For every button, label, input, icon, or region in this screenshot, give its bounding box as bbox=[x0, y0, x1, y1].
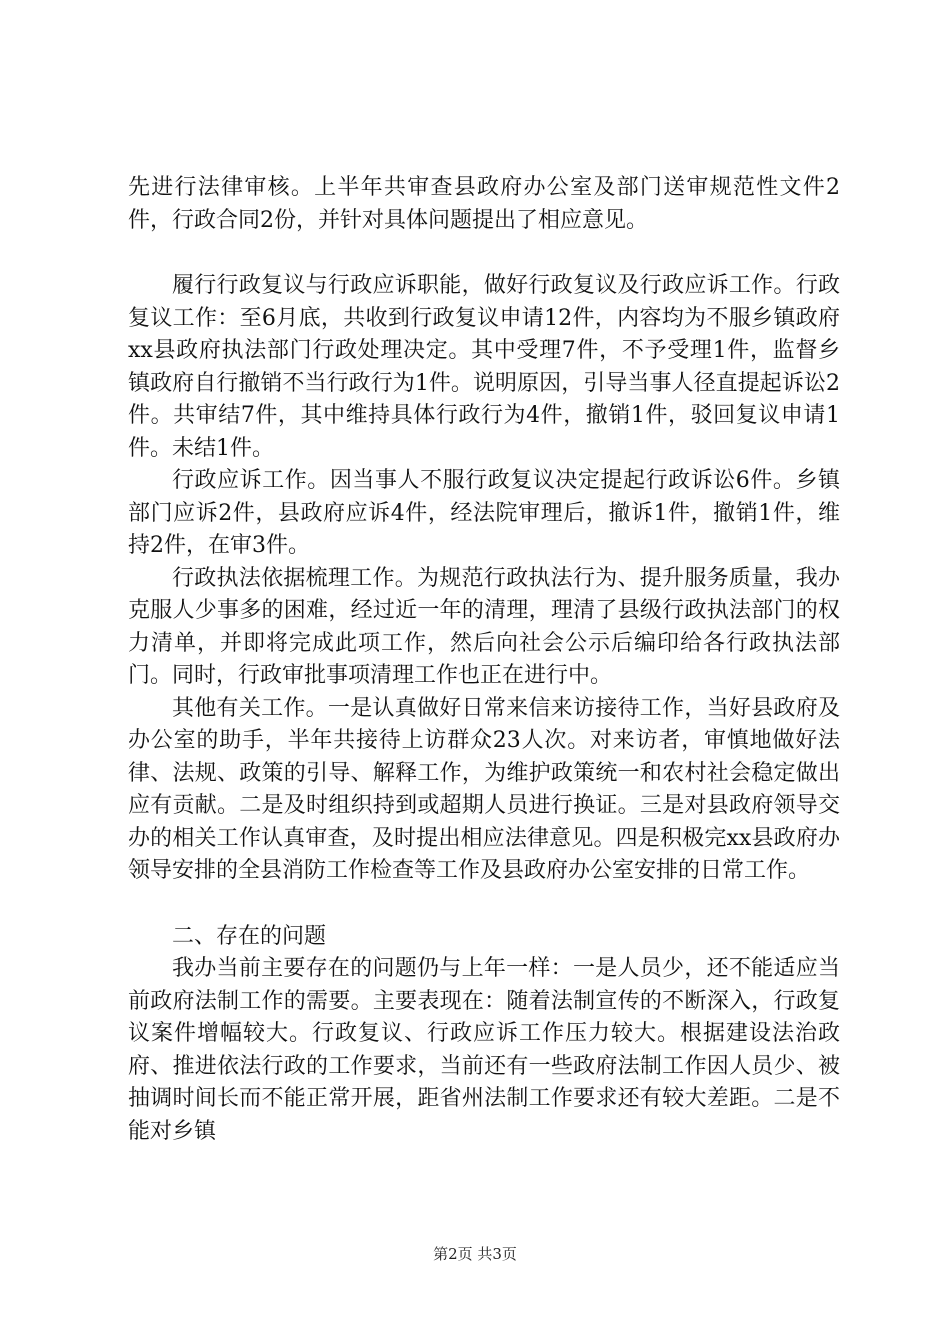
paragraph-review-continuation: 先进行法律审核。上半年共审查县政府办公室及部门送审规范性文件2件，行政合同2份，并针对具体问题提出了相应意见。 bbox=[128, 175, 840, 233]
paragraph-enforcement-basis: 行政执法依据梳理工作。为规范行政执法行为、提升服务质量，我办克服人少事多的困难，经过近一年的清理，理清了县级行政执法部门的权力清单，并即将完成此项工作，然后向社会公示后编印给各行政执法部门。同时，行政审批事项清理工作也正在进行中。 bbox=[128, 565, 840, 688]
paragraph-other-work: 其他有关工作。一是认真做好日常来信来访接待工作，当好县政府及办公室的助手，半年共接待上访群众23人次。对来访者，审慎地做好法律、法规、政策的引导、解释工作，为维护政策统一和农村社会稳定做出应有贡献。二是及时组织持到或超期人员进行换证。三是对县政府领导交办的相关工作认真审查，及时提出相应法律意见。四是积极完xx县政府办领导安排的全县消防工作检查等工作及县政府办公室安排的日常工作。 bbox=[128, 695, 840, 883]
section-heading-existing-problems: 二、存在的问题 bbox=[172, 923, 327, 949]
page-number-footer: 第2页 共3页 bbox=[433, 1245, 517, 1263]
paragraph-administrative-reconsideration: 履行行政复议与行政应诉职能，做好行政复议及行政应诉工作。行政复议工作：至6月底，共收到行政复议申请12件，内容均为不服乡镇政府xx县政府执法部门行政处理决定。其中受理7件，不予受理1件，监督乡镇政府自行撤销不当行政行为1件。说明原因，引导当事人径直提起诉讼2件。共审结7件，其中维持具体行政行为4件，撤销1件，驳回复议申请1件。未结1件。 bbox=[128, 273, 840, 461]
paragraph-administrative-litigation: 行政应诉工作。因当事人不服行政复议决定提起行政诉讼6件。乡镇部门应诉2件，县政府应诉4件，经法院审理后，撤诉1件，撤销1件，维持2件，在审3件。 bbox=[128, 468, 840, 558]
document-body bbox=[128, 172, 840, 1148]
paragraph-existing-problems: 我办当前主要存在的问题仍与上年一样：一是人员少，还不能适应当前政府法制工作的需要。主要表现在：随着法制宣传的不断深入，行政复议案件增幅较大。行政复议、行政应诉工作压力较大。根据建设法治政府、推进依法行政的工作要求，当前还有一些政府法制工作因人员少、被抽调时间长而不能正常开展，距省州法制工作要求还有较大差距。二是不能对乡镇 bbox=[128, 956, 840, 1144]
